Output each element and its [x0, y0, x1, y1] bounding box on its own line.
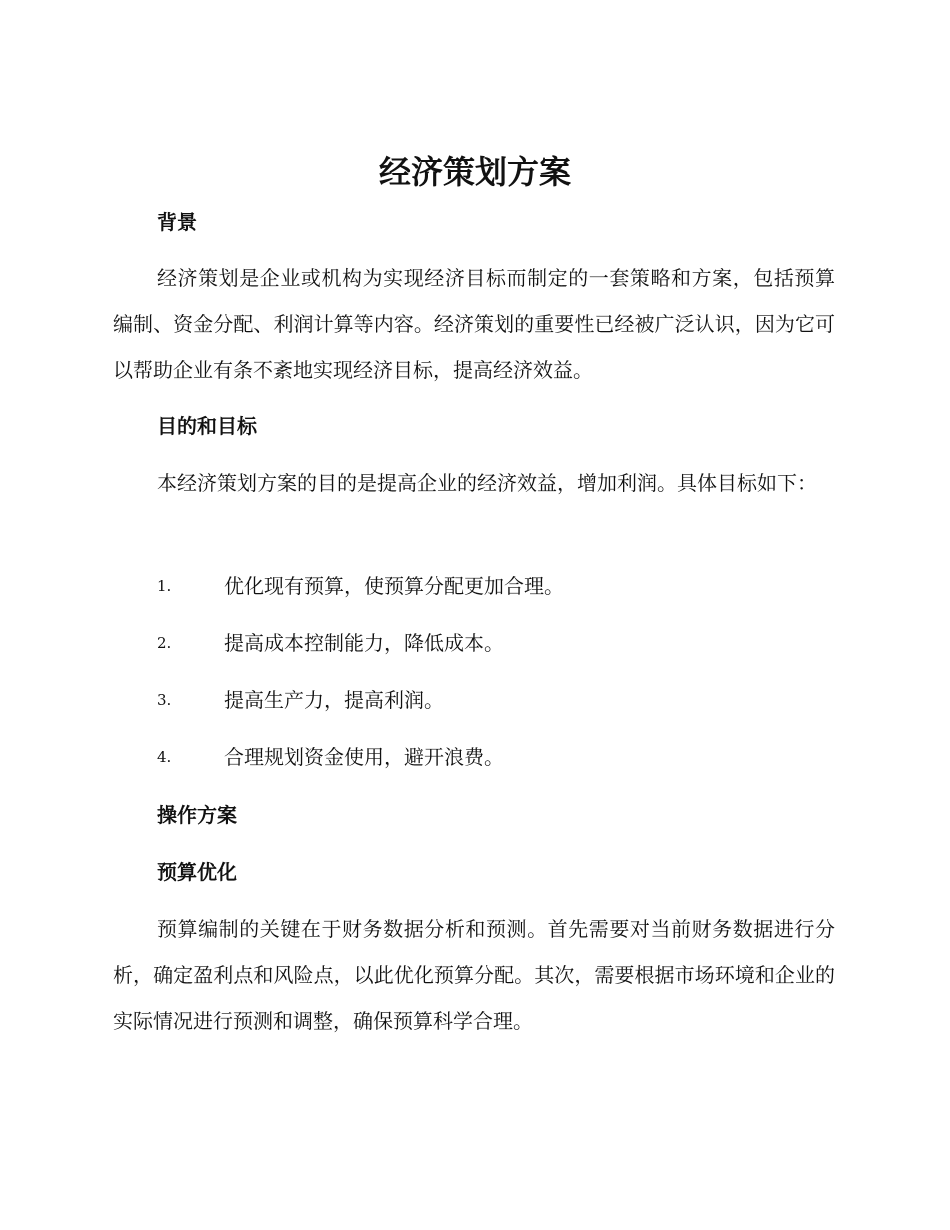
list-item-text: 提高生产力，提高利润。: [224, 688, 444, 712]
list-item: [157, 685, 837, 715]
list-item-number: 3.: [157, 691, 172, 709]
list-item-number: 1.: [157, 577, 172, 595]
section-heading-goals: 目的和目标: [157, 414, 257, 438]
list-item-number: 4.: [157, 748, 172, 766]
page-title: 经济策划方案: [378, 153, 571, 191]
background-paragraph: 经济策划是企业或机构为实现经济目标而制定的一套策略和方案，包括预算编制、资金分配、利润计算等内容。经济策划的重要性已经被广泛认识，因为它可以帮助企业有条不紊地实现经济目标，提高经济效益。: [113, 266, 835, 382]
budget-paragraph: 预算编制的关键在于财务数据分析和预测。首先需要对当前财务数据进行分析，确定盈利点和风险点，以此优化预算分配。其次，需要根据市场环境和企业的实际情况进行预测和调整，确保预算科学合理。: [113, 917, 835, 1033]
list-item: [157, 571, 837, 601]
section-heading-background: 背景: [157, 210, 197, 234]
goals-paragraph: 本经济策划方案的目的是提高企业的经济效益，增加利润。具体目标如下：: [157, 471, 817, 495]
section-heading-operations: 操作方案: [157, 803, 237, 827]
list-item-text: 合理规划资金使用，避开浪费。: [224, 745, 504, 769]
list-item-text: 优化现有预算，使预算分配更加合理。: [224, 574, 564, 598]
list-item-text: 提高成本控制能力，降低成本。: [224, 631, 504, 655]
section-heading-budget: 预算优化: [157, 860, 237, 884]
list-item: [157, 742, 837, 772]
list-item: [157, 628, 837, 658]
list-item-number: 2.: [157, 634, 172, 652]
